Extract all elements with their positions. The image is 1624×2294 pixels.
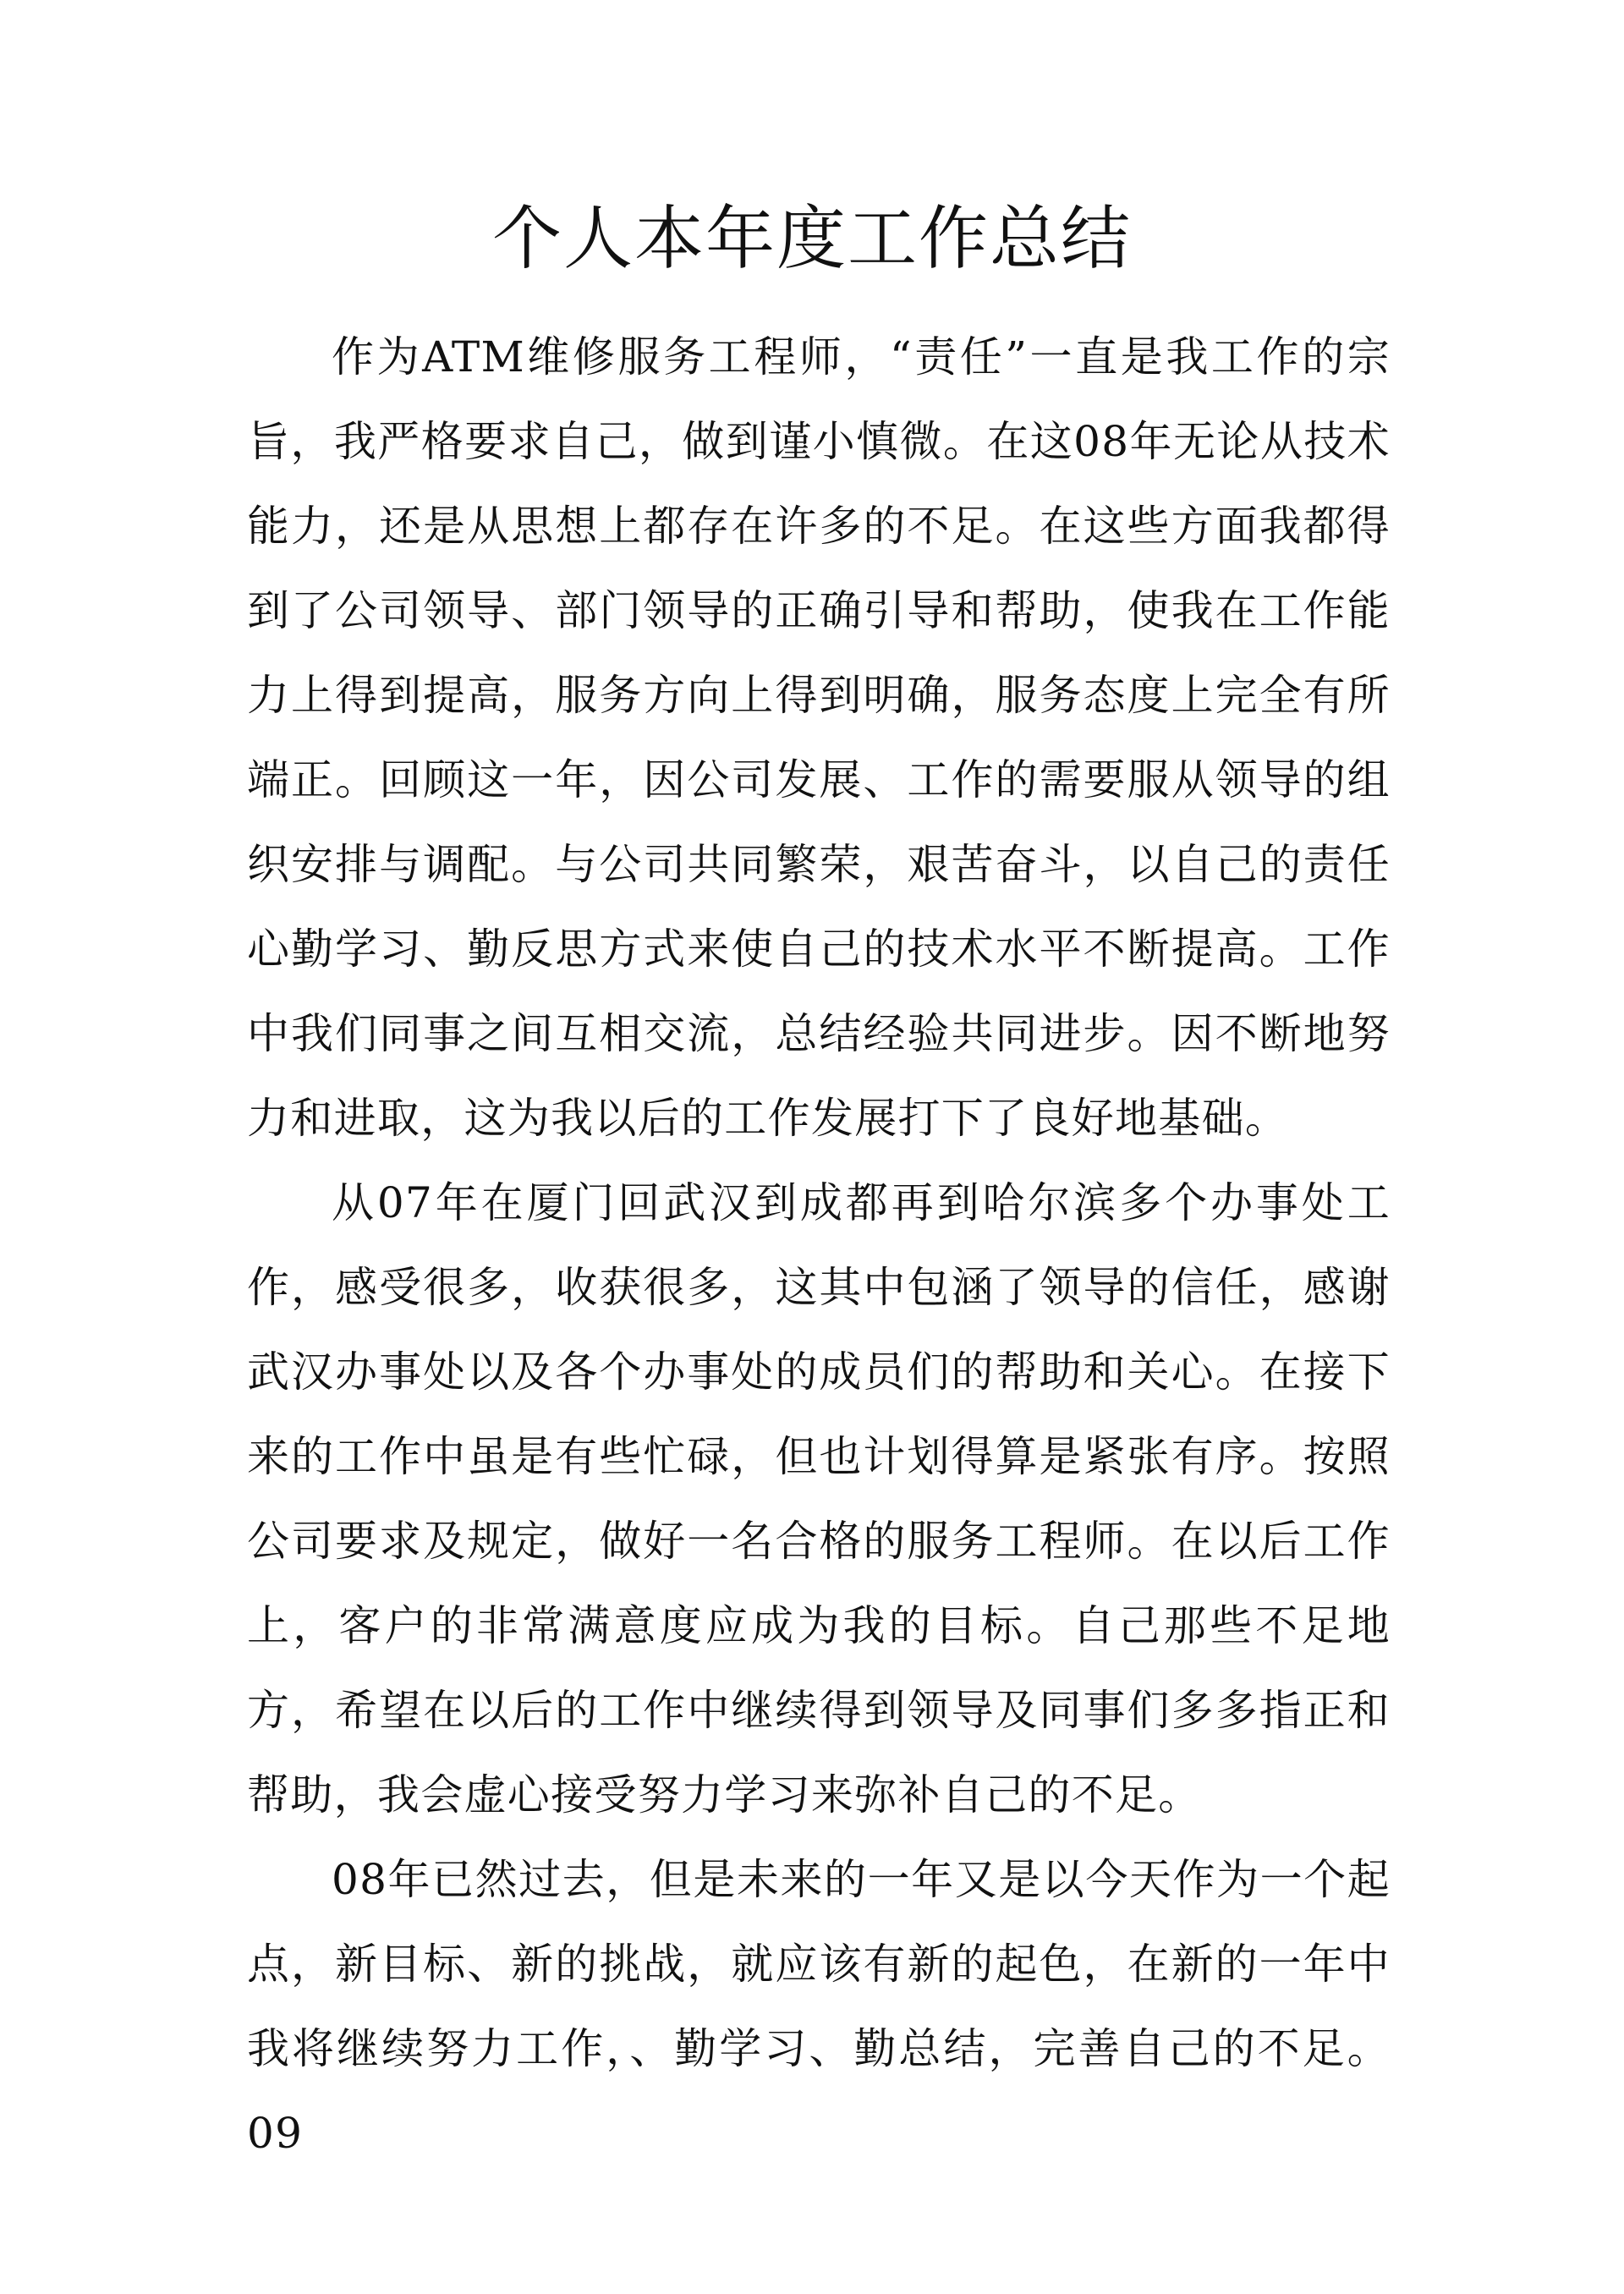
paragraph-new-year: 08年已然过去，但是未来的一年又是以今天作为一个起点，新目标、新的挑战，就应该有新的起色，在新的一年中我将继续努力工作，、勤学习、勤总结，完善自己的不足。09 [247,1855,1391,2158]
document-title: 个人本年度工作总结 [491,199,1132,279]
paragraph-offices: 从07年在厦门回武汉到成都再到哈尔滨多个办事处工作，感受很多，收获很多，这其中包涵了领导的信任，感谢武汉办事处以及各个办事处的成员们的帮助和关心。在接下来的工作中虽是有些忙碌，但也计划得算是紧张有序。按照公司要求及规定，做好一名合格的服务工程师。在以后工作上，客户的非常满意度应成为我的目标。自己那些不足地方，希望在以后的工作中继续得到领导及同事们多多指正和帮助，我会虚心接受努力学习来弥补自己的不足。 [247,1178,1391,1819]
document-body [247,315,1391,2176]
paragraph-responsibility: 作为ATM维修服务工程师，“责任”一直是我工作的宗旨，我严格要求自己，做到谨小慎微。在这08年无论从技术能力，还是从思想上都存在许多的不足。在这些方面我都得到了公司领导、部门领导的正确引导和帮助，使我在工作能力上得到提高，服务方向上得到明确，服务态度上完全有所端正。回顾这一年，因公司发展、工作的需要服从领导的组织安排与调配。与公司共同繁荣，艰苦奋斗，以自己的责任心勤学习、勤反思方式来使自己的技术水平不断提高。工作中我们同事之间互相交流，总结经验共同进步。因不断地努力和进取，这为我以后的工作发展打下了良好地基础。 [247,332,1391,1143]
